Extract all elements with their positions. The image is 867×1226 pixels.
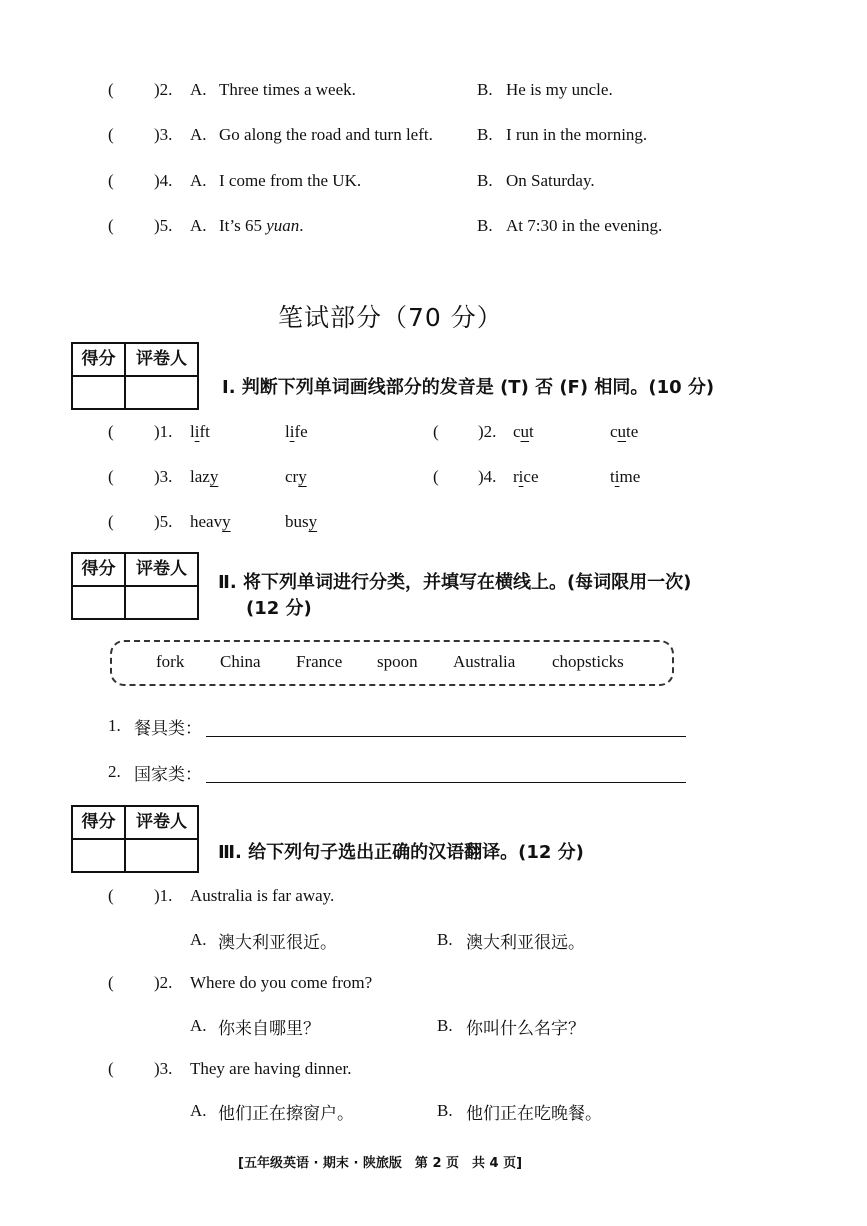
score-box (71, 342, 199, 410)
word-part: fe (294, 422, 308, 441)
option-b-text: 澳大利亚很远。 (466, 933, 585, 953)
word-1 (190, 467, 218, 487)
grader-cell[interactable] (126, 587, 197, 618)
score-cell[interactable] (73, 587, 126, 618)
blank-number: 2. (108, 762, 121, 781)
answer-paren[interactable]: ( (108, 512, 114, 531)
word-part: l (285, 422, 290, 441)
text-part: It’s 65 (219, 216, 267, 235)
answer-paren[interactable]: ( (108, 171, 114, 190)
score-box (71, 805, 199, 873)
grader-label: 评卷人 (126, 344, 197, 377)
option-b-label: B. (477, 125, 493, 144)
grader-label: 评卷人 (126, 807, 197, 840)
question-number: )5. (154, 216, 173, 235)
question-number: )3. (154, 125, 173, 144)
answer-blank-line[interactable] (206, 782, 686, 783)
option-b-text: He is my uncle. (506, 80, 613, 99)
word-part: ce (523, 467, 539, 486)
grader-cell[interactable] (126, 840, 197, 871)
underlined-letter: y (298, 467, 307, 486)
section-2-title: Ⅱ. 将下列单词进行分类，并填写在横线上。(每词限用一次) (218, 572, 692, 593)
page-footer: [五年级英语 · 期末 · 陕旅版 第 2 页 共 4 页] (238, 1156, 523, 1171)
word-bank-item: spoon (377, 652, 418, 671)
word-1 (190, 512, 231, 532)
blank-number: 1. (108, 716, 121, 735)
word-bank-item: China (220, 652, 261, 671)
option-a-text: I come from the UK. (219, 171, 362, 190)
word-2 (610, 467, 640, 487)
sentence: Australia is far away. (190, 886, 335, 905)
answer-blank-line[interactable] (206, 736, 686, 737)
answer-paren[interactable]: ( (108, 973, 114, 992)
word-part: heav (190, 512, 223, 531)
question-number: )2. (154, 80, 173, 99)
option-b-label: B. (437, 1016, 453, 1035)
option-a-text: 你来自哪里？ (218, 1019, 320, 1039)
word-part: c (610, 422, 618, 441)
question-number: )3. (154, 1059, 173, 1078)
word-part: bus (285, 512, 309, 531)
answer-paren[interactable]: ( (108, 422, 114, 441)
underlined-letter: y (222, 512, 231, 531)
underlined-letter: u (520, 422, 530, 441)
answer-paren[interactable]: ( (108, 1059, 114, 1078)
answer-paren[interactable]: ( (108, 467, 114, 486)
option-a-text: 他们正在擦窗户。 (218, 1104, 354, 1124)
score-label: 得分 (73, 554, 126, 587)
word-part: t (610, 467, 615, 486)
question-number: )5. (154, 512, 173, 531)
option-a-label: A. (190, 1016, 207, 1035)
option-b-label: B. (437, 930, 453, 949)
score-cell[interactable] (73, 377, 126, 408)
word-2 (285, 512, 317, 532)
underlined-letter: y (209, 467, 219, 486)
answer-paren[interactable]: ( (433, 467, 439, 486)
word-bank-item: chopsticks (552, 652, 624, 671)
answer-paren[interactable]: ( (433, 422, 439, 441)
option-a-label: A. (190, 80, 207, 99)
word-part: laz (190, 467, 210, 486)
option-a-label: A. (190, 216, 207, 235)
word-part: me (619, 467, 641, 486)
option-b-label: B. (477, 171, 493, 190)
text-part: . (299, 216, 304, 235)
section-3-title: Ⅲ. 给下列句子选出正确的汉语翻译。(12 分) (218, 842, 584, 863)
question-number: )2. (154, 973, 173, 992)
word-bank (110, 640, 674, 686)
option-a-text: 澳大利亚很近。 (218, 933, 337, 953)
score-box (71, 552, 199, 620)
option-a-label: A. (190, 125, 207, 144)
word-1 (190, 422, 210, 442)
question-number: )1. (154, 886, 173, 905)
section-1-title: Ⅰ. 判断下列单词画线部分的发音是 (T) 否 (F) 相同。(10 分) (222, 377, 715, 398)
word-2 (285, 422, 308, 442)
underlined-letter: i (289, 422, 295, 441)
score-label: 得分 (73, 344, 126, 377)
option-a-text: Three times a week. (219, 80, 356, 99)
option-b-label: B. (477, 216, 493, 235)
option-b-text: 你叫什么名字？ (466, 1019, 585, 1039)
underlined-letter: i (518, 467, 524, 486)
option-b-text: On Saturday. (506, 171, 595, 190)
option-b-label: B. (477, 80, 493, 99)
word-2 (610, 422, 638, 442)
answer-paren[interactable]: ( (108, 216, 114, 235)
option-a-text (219, 216, 304, 236)
option-b-label: B. (437, 1101, 453, 1120)
score-cell[interactable] (73, 840, 126, 871)
underlined-letter: i (614, 467, 620, 486)
word-bank-item: fork (156, 652, 185, 671)
option-b-text: 他们正在吃晚餐。 (466, 1104, 602, 1124)
question-number: )3. (154, 467, 173, 486)
word-part: ft (199, 422, 210, 441)
sentence: They are having dinner. (190, 1059, 352, 1078)
underlined-letter: u (617, 422, 627, 441)
word-part: t (529, 422, 534, 441)
answer-paren[interactable]: ( (108, 125, 114, 144)
word-bank-item: Australia (453, 652, 516, 671)
section-2-points: (12 分) (246, 598, 312, 619)
blank-label: 国家类： (134, 765, 202, 785)
underlined-letter: y (308, 512, 318, 531)
grader-label: 评卷人 (126, 554, 197, 587)
written-part-heading: 笔试部分（70 分） (278, 303, 503, 332)
option-a-text: Go along the road and turn left. (219, 125, 433, 144)
word-1 (513, 422, 534, 442)
option-a-label: A. (190, 930, 207, 949)
grader-cell[interactable] (126, 377, 197, 408)
option-a-label: A. (190, 1101, 207, 1120)
sentence: Where do you come from? (190, 973, 373, 992)
question-number: )4. (478, 467, 497, 486)
word-bank-item: France (296, 652, 343, 671)
word-part: te (626, 422, 639, 441)
word-part: r (513, 467, 519, 486)
word-part: l (190, 422, 195, 441)
option-b-text: At 7:30 in the evening. (506, 216, 663, 235)
word-2 (285, 467, 307, 487)
word-part: cr (285, 467, 299, 486)
question-number: )4. (154, 171, 173, 190)
option-a-label: A. (190, 171, 207, 190)
word-1 (513, 467, 539, 487)
question-number: )2. (478, 422, 497, 441)
answer-paren[interactable]: ( (108, 80, 114, 99)
italic-word: yuan (266, 216, 300, 235)
question-number: )1. (154, 422, 173, 441)
underlined-letter: i (194, 422, 200, 441)
answer-paren[interactable]: ( (108, 886, 114, 905)
word-part: c (513, 422, 521, 441)
option-b-text: I run in the morning. (506, 125, 648, 144)
blank-label: 餐具类： (134, 719, 202, 739)
score-label: 得分 (73, 807, 126, 840)
